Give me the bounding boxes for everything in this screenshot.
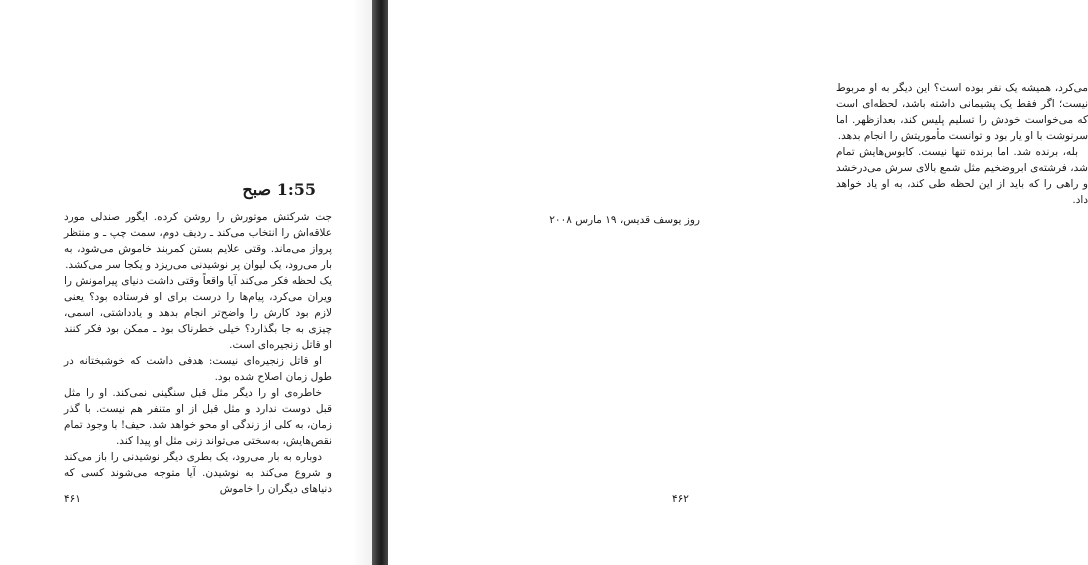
right-paragraph-2: بله، برنده شد. اما برنده تنها نیست. کابوس‌هایش تمام شد، فرشته‌ی ابروضخیم مثل شمع بالای سرش می‌درخشد و راهی را که باید از این لحظه طی کند، به او یاد خواهد داد. xyxy=(836,146,1088,206)
right-page xyxy=(388,0,1088,565)
left-page xyxy=(0,0,372,565)
page-number-right: ۴۶۲ xyxy=(672,493,689,505)
left-paragraph-1: جت شرکتش موتورش را روشن کرده. ایگور صندلی مورد علاقه‌اش را انتخاب می‌کند ـ ردیف دوم، سمت چپ ـ و منتظر پرواز می‌ماند. وقتی علایم بستن کمربند خاموش می‌شود، به بار می‌رود، یک لیوان پر نوشیدنی می‌ریزد و یکجا سر می‌کشد. xyxy=(64,211,332,271)
left-page-body xyxy=(64,209,332,497)
left-paragraph-4: خاطره‌ی او را دیگر مثل قبل سنگینی نمی‌کند. او را مثل قبل دوست ندارد و مثل قبل از او متنفر هم نیست. با گذر زمان، به کلی از زندگی او محو خواهد شد. حیف! با وجود تمام نقص‌هایش، به‌سختی می‌تواند زنی مثل او پیدا کند. xyxy=(64,387,332,447)
chapter-title: 1:55 صبح xyxy=(242,180,316,199)
right-page-body xyxy=(836,80,1088,208)
page-number-left: ۴۶۱ xyxy=(64,493,81,505)
right-paragraph-1: می‌کرد، همیشه یک نفر بوده است؟ این دیگر به او مربوط نیست؛ اگر فقط یک پشیمانی داشته باشد، لحظه‌ای است که می‌خواست خودش را تسلیم پلیس کند، بعدازظهر. اما سرنوشت با او یار بود و توانست مأموریتش را انجام بدهد. xyxy=(836,82,1088,142)
left-paragraph-2: یک لحظه فکر می‌کند آیا واقعاً وقتی داشت دنیای پیرامونش را ویران می‌کرد، پیام‌ها را درست برای او فرستاده بود؟ یعنی لازم بود کارش را واضح‌تر انجام بدهد و یادداشتی، اسمی، چیزی به جا بگذارد؟ خیلی خطرناک بود ـ ممکن بود فکر کنند او قاتل زنجیره‌ای است. xyxy=(64,275,332,351)
book-gutter xyxy=(372,0,388,565)
left-paragraph-3: او قاتل زنجیره‌ای نیست: هدفی داشت که خوشبختانه در طول زمان اصلاح شده بود. xyxy=(64,355,332,383)
date-line: روز یوسف قدیس، ۱۹ مارس ۲۰۰۸ xyxy=(549,214,700,226)
gutter-shadow-left xyxy=(352,0,372,565)
left-paragraph-5: دوباره به بار می‌رود، یک بطری دیگر نوشیدنی را باز می‌کند و شروع می‌کند به نوشیدن. آیا متوجه می‌شوند کسی که دنیاهای دیگران را خاموش xyxy=(64,451,332,495)
